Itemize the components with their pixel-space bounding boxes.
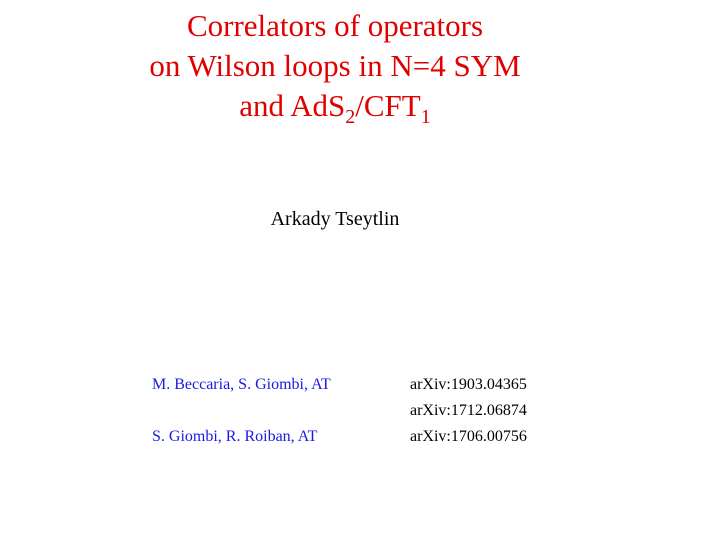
reference-arxiv-id: arXiv:1706.00756 [410,428,527,445]
title-line-3-prefix: and AdS [239,88,346,123]
slide-title [0,6,670,126]
reference-row [0,424,720,450]
references-list [0,372,720,450]
author-name: Arkady Tseytlin [270,208,400,230]
reference-authors: M. Beccaria, S. Giombi, AT [152,376,331,393]
reference-arxiv-id: arXiv:1903.04365 [410,376,527,393]
title-line-3 [0,86,670,126]
reference-arxiv-id: arXiv:1712.06874 [410,402,527,419]
reference-authors: S. Giombi, R. Roiban, AT [152,428,318,445]
title-subscript-1: 1 [420,106,431,128]
title-line-1: Correlators of operators [186,8,484,43]
reference-row [0,372,720,398]
title-line-2: on Wilson loops in N=4 SYM [149,48,521,83]
title-subscript-2: 2 [345,106,356,128]
reference-row [0,398,720,424]
title-line-3-mid: /CFT [355,88,421,123]
